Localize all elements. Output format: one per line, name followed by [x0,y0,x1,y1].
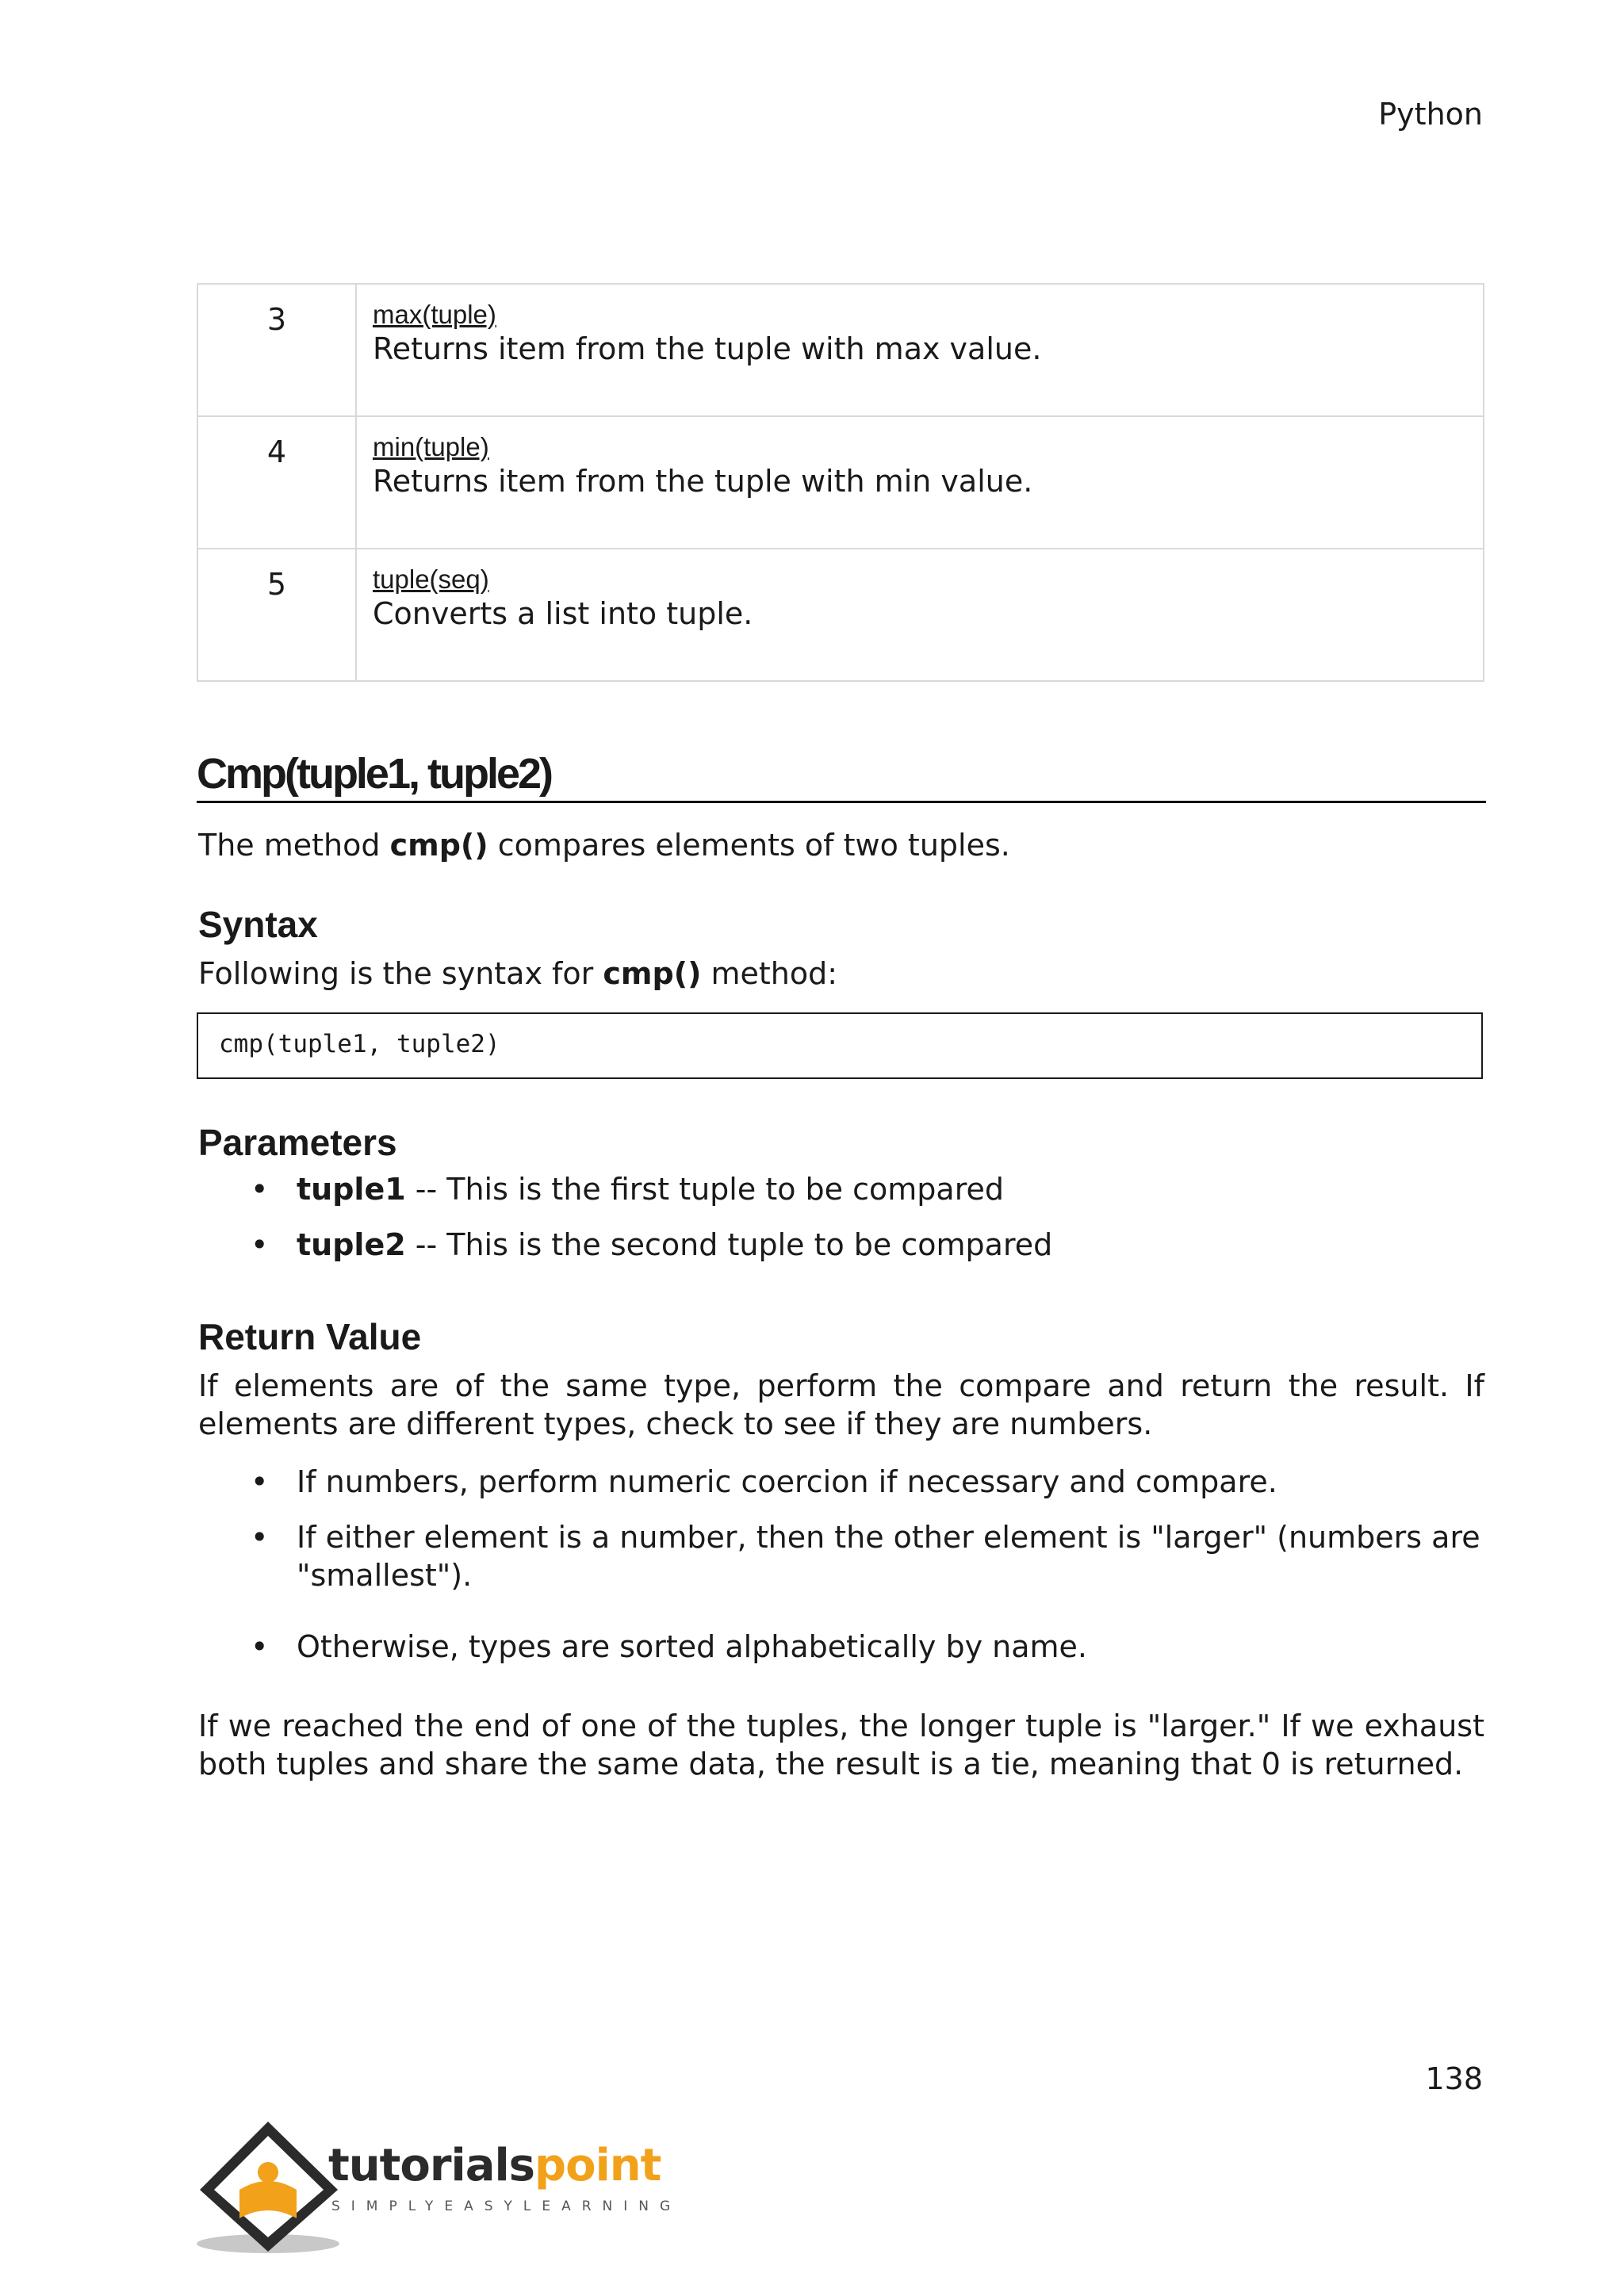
logo-tagline: SIMPLYEASYLEARNING [331,2198,682,2214]
function-link[interactable]: max(tuple) [373,300,496,329]
row-description [356,284,1484,416]
tutorialspoint-logo [195,2117,703,2260]
methods-table [197,283,1484,682]
syntax-method-name: cmp() [603,956,702,991]
parameters-heading: Parameters [198,1122,397,1163]
table-row [197,549,1484,681]
row-description [356,416,1484,549]
intro-method-name: cmp() [389,828,488,863]
intro-text-post: compares elements of two tuples. [488,828,1010,863]
intro-paragraph [198,826,1484,864]
closing-paragraph: If we reached the end of one of the tuples, the longer tuple is "larger." If we exhaust both tuples and share the same data, the result is a tie, meaning that 0 is returned. [198,1709,1484,1781]
function-description: Returns item from the tuple with max value. [373,331,1042,366]
page-number: 138 [1425,2061,1483,2096]
list-item-text: If numbers, perform numeric coercion if necessary and compare. [297,1464,1277,1499]
return-value-heading: Return Value [198,1316,422,1357]
intro-text-pre: The method [198,828,390,863]
logo-head [258,2162,278,2183]
parameters-list [198,1170,1484,1264]
function-description: Converts a list into tuple. [373,596,753,631]
param-desc: -- This is the first tuple to be compared [405,1172,1004,1207]
list-item [198,1518,1484,1594]
list-item [198,1463,1484,1501]
bullet-icon: • [251,1520,269,1555]
table-row [197,416,1484,549]
syntax-text-post: method: [701,956,838,991]
row-number: 4 [197,416,356,549]
syntax-text-pre: Following is the syntax for [198,956,603,991]
section-title: Cmp(tuple1, tuple2) [197,748,1486,803]
list-item-text: Otherwise, types are sorted alphabetically by name. [297,1629,1087,1664]
return-value-paragraph: If elements are of the same type, perform the compare and return the result. If elements are different types, check to see if they are numbers. [198,1368,1484,1441]
bullet-icon: • [251,1464,269,1499]
bullet-icon: • [251,1227,269,1262]
row-description [356,549,1484,681]
bullet-icon: • [251,1172,269,1207]
bullet-icon: • [251,1629,269,1664]
param-name: tuple1 [297,1172,406,1207]
param-name: tuple2 [297,1227,406,1262]
syntax-paragraph [198,955,1484,993]
list-item-text: If either element is a number, then the other element is "larger" (numbers are "smallest"). [297,1520,1480,1593]
list-item [198,1628,1484,1666]
param-desc: -- This is the second tuple to be compared [405,1227,1053,1262]
list-item [198,1170,1484,1208]
table-row [197,284,1484,416]
row-number: 3 [197,284,356,416]
syntax-heading: Syntax [198,904,318,945]
code-block [197,1012,1483,1079]
return-value-list [198,1463,1484,1666]
code-text: cmp(tuple1, tuple2) [219,1030,500,1058]
list-item [198,1226,1484,1264]
function-link[interactable]: min(tuple) [373,432,489,461]
running-header: Python [1378,97,1483,132]
function-link[interactable]: tuple(seq) [373,564,489,594]
row-number: 5 [197,549,356,681]
function-description: Returns item from the tuple with min value. [373,464,1033,499]
logo-wordmark: tutorialspoint [328,2140,661,2191]
